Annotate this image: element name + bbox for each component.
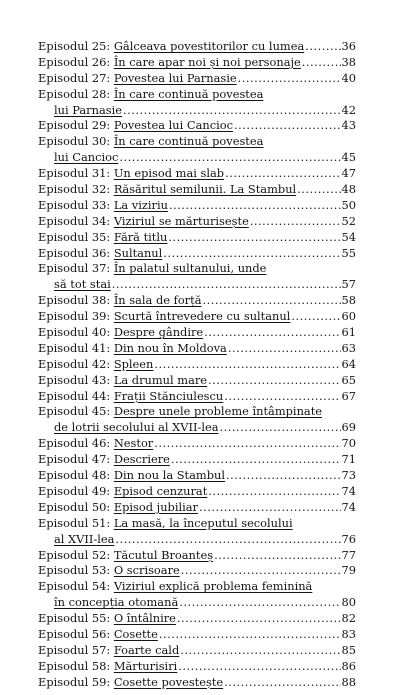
toc-line [38, 118, 356, 134]
page-number: 40 [341, 70, 356, 85]
dot-leader [178, 659, 340, 675]
dot-leader [297, 182, 340, 198]
page-number: 70 [341, 436, 356, 451]
episode-number: Episodul 41: [38, 340, 111, 355]
toc-line [38, 71, 356, 87]
episode-title: În palatul sultanului, unde [113, 261, 267, 276]
episode-number: Episodul 47: [38, 452, 111, 467]
page-number: 65 [341, 372, 356, 387]
episode-title: Fără titlu [113, 229, 168, 244]
toc-line [38, 341, 356, 357]
episode-title: Scurtă întrevedere cu sultanul [113, 309, 291, 324]
toc-line-continuation [38, 150, 356, 166]
toc-line [38, 357, 356, 373]
page-number: 74 [341, 499, 356, 514]
episode-number: Episodul 50: [38, 499, 111, 514]
episode-number: Episodul 26: [38, 54, 111, 69]
page-number: 50 [341, 197, 356, 212]
toc-entry [38, 39, 356, 55]
page-number: 69 [341, 420, 356, 435]
toc-entry [38, 579, 356, 611]
episode-title: Din nou la Stambul [113, 468, 225, 483]
dot-leader [179, 595, 340, 611]
page-number: 79 [341, 563, 356, 578]
episode-title: Gâlceava povestitorilor cu lumea [113, 39, 305, 53]
toc-entry [38, 627, 356, 643]
toc-line [38, 309, 356, 325]
episode-number: Episodul 56: [38, 626, 111, 641]
page-number: 67 [341, 388, 356, 403]
toc-line [38, 611, 356, 627]
dot-leader [163, 246, 340, 262]
episode-title: O întâlnire [113, 611, 176, 626]
episode-title: Despre unele probleme întâmpinate [113, 404, 323, 419]
toc-line [38, 166, 356, 182]
toc-line [38, 627, 356, 643]
toc-line [38, 293, 356, 309]
page-number: 71 [341, 452, 356, 467]
page-number: 76 [341, 531, 356, 546]
episode-number: Episodul 42: [38, 356, 111, 371]
page-number: 38 [341, 54, 356, 69]
dot-leader [169, 198, 341, 214]
episode-number: Episodul 43: [38, 372, 111, 387]
dot-leader [234, 118, 341, 134]
toc-entry [38, 548, 356, 564]
toc-line-continuation [38, 595, 356, 611]
episode-title: În care continuă povestea [113, 134, 264, 149]
toc-line [38, 246, 356, 262]
episode-title: În care continuă povestea [113, 86, 264, 101]
page-number: 48 [341, 182, 356, 197]
page-number: 60 [341, 309, 356, 324]
episode-title-continuation: de lotrii secolului al XVII-lea [54, 420, 219, 435]
episode-title-continuation: lui Parnasie [54, 102, 122, 117]
toc-entry [38, 325, 356, 341]
page-number: 80 [341, 595, 356, 610]
episode-number: Episodul 28: [38, 86, 111, 101]
toc-entry [38, 341, 356, 357]
toc-line [38, 261, 356, 277]
page-number: 36 [341, 39, 356, 53]
dot-leader [305, 39, 340, 55]
toc-entry [38, 563, 356, 579]
episode-title-continuation: în concepția otomană [54, 595, 179, 610]
toc-entry [38, 87, 356, 119]
toc-line [38, 230, 356, 246]
toc-entry [38, 468, 356, 484]
toc-line [38, 389, 356, 405]
episode-number: Episodul 29: [38, 118, 111, 133]
dot-leader [250, 214, 341, 230]
episode-title: La masă, la începutul secolului [113, 515, 293, 530]
toc-line-continuation [38, 277, 356, 293]
toc-line [38, 182, 356, 198]
toc-entry [38, 230, 356, 246]
dot-leader [224, 675, 340, 691]
episode-title: Un episod mai slab [113, 166, 225, 181]
page-number: 55 [341, 245, 356, 260]
episode-title: Episod jubiliar [113, 499, 199, 514]
episode-title: Foarte cald [113, 642, 180, 657]
episode-number: Episodul 30: [38, 134, 111, 149]
page-number: 47 [341, 166, 356, 181]
dot-leader [159, 627, 341, 643]
toc-line [38, 659, 356, 675]
episode-title: Despre gândire [113, 325, 204, 340]
dot-leader [220, 420, 341, 436]
dot-leader [112, 277, 341, 293]
page-number: 52 [341, 213, 356, 228]
toc-entry [38, 182, 356, 198]
toc-entry [38, 643, 356, 659]
page-number: 86 [341, 658, 356, 673]
dot-leader [214, 548, 340, 564]
toc-line [38, 548, 356, 564]
toc-line [38, 404, 356, 420]
toc-line [38, 373, 356, 389]
page-number: 43 [341, 118, 356, 133]
toc-line [38, 484, 356, 500]
dot-leader [168, 230, 340, 246]
toc-entry [38, 357, 356, 373]
page-number: 58 [341, 293, 356, 308]
dot-leader [228, 341, 341, 357]
toc-line-continuation [38, 532, 356, 548]
page-number: 85 [341, 642, 356, 657]
dot-leader [199, 500, 340, 516]
dot-leader [154, 436, 340, 452]
episode-number: Episodul 57: [38, 642, 111, 657]
toc-entry [38, 436, 356, 452]
episode-title: Răsăritul semilunii. La Stambul [113, 182, 297, 197]
page-number: 64 [341, 356, 356, 371]
episode-title: Nestor [113, 436, 154, 451]
episode-number: Episodul 51: [38, 515, 111, 530]
episode-number: Episodul 35: [38, 229, 111, 244]
episode-title: Mărturisiri [113, 658, 178, 673]
episode-title: Viziriul explică problema feminină [113, 579, 313, 594]
episode-number: Episodul 46: [38, 436, 111, 451]
toc-entry [38, 389, 356, 405]
page-number: 61 [341, 325, 356, 340]
toc-entry [38, 71, 356, 87]
episode-title: Sultanul [113, 245, 163, 260]
toc-line [38, 134, 356, 150]
toc-entry [38, 373, 356, 389]
toc-line [38, 643, 356, 659]
page-number: 54 [341, 229, 356, 244]
dot-leader [224, 389, 340, 405]
toc-line [38, 87, 356, 103]
episode-title-continuation: lui Cancioc [54, 150, 119, 165]
episode-title: Tăcutul Broanteș [113, 547, 214, 562]
episode-title: Descriere [113, 452, 170, 467]
toc-entry [38, 675, 356, 691]
episode-number: Episodul 58: [38, 658, 111, 673]
episode-title: Frații Stănciulescu [113, 388, 224, 403]
dot-leader [180, 643, 340, 659]
episode-number: Episodul 49: [38, 483, 111, 498]
episode-title: Povestea lui Parnasie [113, 70, 237, 85]
episode-number: Episodul 32: [38, 182, 111, 197]
toc-line [38, 55, 356, 71]
episode-title: Viziriul se mărturisește [113, 213, 249, 228]
page-number: 74 [341, 483, 356, 498]
page-number: 42 [341, 102, 356, 117]
episode-number: Episodul 59: [38, 674, 111, 689]
episode-number: Episodul 52: [38, 547, 111, 562]
toc-entry [38, 659, 356, 675]
toc-line [38, 198, 356, 214]
toc-line [38, 452, 356, 468]
episode-title: Din nou în Moldova [113, 340, 227, 355]
toc-entry [38, 484, 356, 500]
episode-number: Episodul 34: [38, 213, 111, 228]
toc-entry [38, 404, 356, 436]
episode-title-continuation: al XVII-lea [54, 531, 115, 546]
toc-entry [38, 500, 356, 516]
toc-entry [38, 309, 356, 325]
episode-number: Episodul 54: [38, 579, 111, 594]
dot-leader [208, 373, 340, 389]
toc-line [38, 563, 356, 579]
episode-number: Episodul 40: [38, 325, 111, 340]
toc-entry [38, 55, 356, 71]
page-number: 83 [341, 626, 356, 641]
episode-number: Episodul 55: [38, 611, 111, 626]
dot-leader [123, 103, 341, 119]
toc-entry [38, 293, 356, 309]
dot-leader [226, 468, 341, 484]
toc-line-continuation [38, 103, 356, 119]
toc-entry [38, 611, 356, 627]
episode-number: Episodul 31: [38, 166, 111, 181]
episode-number: Episodul 27: [38, 70, 111, 85]
episode-title: În care apar noi și noi personaje [113, 54, 301, 69]
episode-title: O scrisoare [113, 563, 180, 578]
dot-leader [115, 532, 340, 548]
dot-leader [203, 293, 341, 309]
episode-title-continuation: să tot stai [54, 277, 111, 292]
toc-line [38, 579, 356, 595]
episode-title: Povestea lui Cancioc [113, 118, 233, 133]
episode-number: Episodul 44: [38, 388, 111, 403]
dot-leader [119, 150, 340, 166]
page-number: 77 [341, 547, 356, 562]
page-number: 88 [341, 674, 356, 689]
episode-title: Spleen [113, 356, 154, 371]
episode-number: Episodul 33: [38, 197, 111, 212]
dot-leader [208, 484, 340, 500]
dot-leader [204, 325, 340, 341]
toc-line [38, 675, 356, 691]
dot-leader [225, 166, 340, 182]
dot-leader [171, 452, 341, 468]
toc-line [38, 325, 356, 341]
page-number: 45 [341, 150, 356, 165]
toc-entry [38, 214, 356, 230]
dot-leader [177, 611, 341, 627]
page-number: 57 [341, 277, 356, 292]
toc-line [38, 39, 356, 55]
episode-title: Cosette povestește [113, 674, 224, 689]
episode-title: La drumul mare [113, 372, 208, 387]
episode-title: În sala de forță [113, 293, 202, 308]
episode-number: Episodul 48: [38, 468, 111, 483]
episode-number: Episodul 25: [38, 39, 111, 53]
episode-number: Episodul 37: [38, 261, 111, 276]
dot-leader [181, 563, 341, 579]
episode-title: Episod cenzurat [113, 483, 208, 498]
episode-number: Episodul 39: [38, 309, 111, 324]
toc-entry [38, 166, 356, 182]
toc-entry [38, 246, 356, 262]
toc-line [38, 436, 356, 452]
episode-number: Episodul 53: [38, 563, 111, 578]
toc-entry [38, 516, 356, 548]
page-number: 82 [341, 611, 356, 626]
toc-line-continuation [38, 420, 356, 436]
episode-title: Cosette [113, 626, 158, 641]
dot-leader [238, 71, 341, 87]
dot-leader [154, 357, 340, 373]
episode-number: Episodul 45: [38, 404, 111, 419]
toc-entry [38, 261, 356, 293]
toc-line [38, 468, 356, 484]
toc-line [38, 214, 356, 230]
toc-entry [38, 452, 356, 468]
page-number: 63 [341, 340, 356, 355]
dot-leader [291, 309, 340, 325]
episode-number: Episodul 36: [38, 245, 111, 260]
episode-number: Episodul 38: [38, 293, 111, 308]
toc-entry [38, 118, 356, 134]
episode-title: La viziriu [113, 197, 168, 212]
table-of-contents [38, 39, 356, 691]
toc-line [38, 516, 356, 532]
toc-entry [38, 134, 356, 166]
dot-leader [302, 55, 341, 71]
toc-line [38, 500, 356, 516]
page-number: 73 [341, 468, 356, 483]
toc-entry [38, 198, 356, 214]
